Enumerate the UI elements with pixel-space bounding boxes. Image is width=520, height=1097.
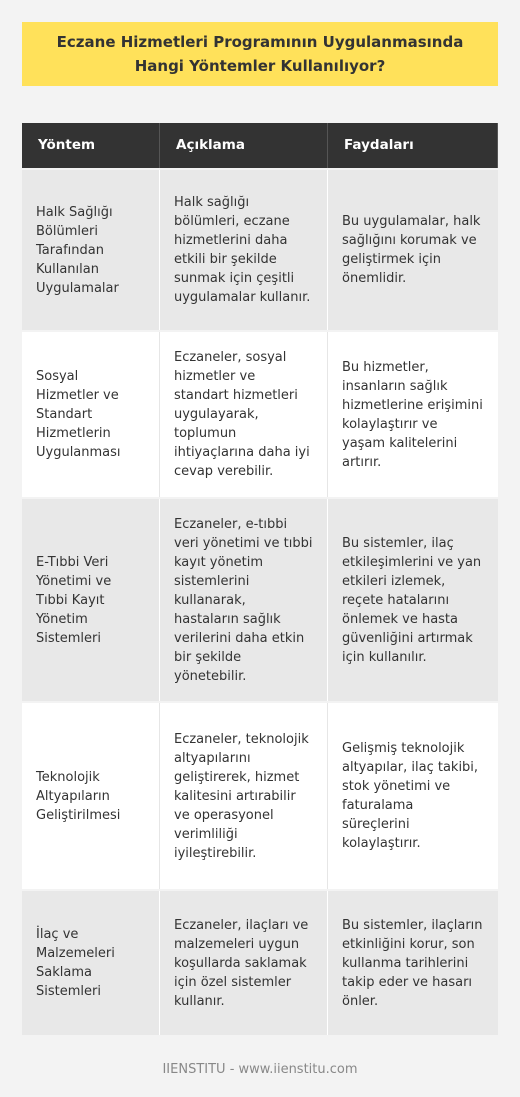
benefits-cell: Bu sistemler, ilaç etkileşimlerini ve yan etkileri izlemek, reçete hatalarını önlemek ve hasta güvenliğini artırmak için kullanılır. xyxy=(328,499,498,701)
benefits-cell: Bu hizmetler, insanların sağlık hizmetlerine erişimini kolaylaştırır ve yaşam kalitelerini artırır. xyxy=(328,332,498,497)
description-cell: Eczaneler, teknolojik altyapılarını geliştirerek, hizmet kalitesini artırabilir ve operasyonel verimliliği iyileştirebilir. xyxy=(160,703,328,889)
methods-table xyxy=(22,123,498,1035)
description-cell: Halk sağlığı bölümleri, eczane hizmetlerini daha etkili bir şekilde sunmak için çeşitli uygulamalar kullanır. xyxy=(160,170,328,330)
description-cell: Eczaneler, ilaçları ve malzemeleri uygun koşullarda saklamak için özel sistemler kullanır. xyxy=(160,891,328,1035)
benefits-cell: Gelişmiş teknolojik altyapılar, ilaç takibi, stok yönetimi ve faturalama süreçlerini kolaylaştırır. xyxy=(328,703,498,889)
footer-credit: IIENSTITU - www.iienstitu.com xyxy=(162,1062,358,1077)
title-banner xyxy=(22,22,498,86)
method-cell: Halk Sağlığı Bölümleri Tarafından Kullanılan Uygulamalar xyxy=(22,170,160,330)
column-header-benefits: Faydaları xyxy=(328,123,498,168)
method-cell: İlaç ve Malzemeleri Saklama Sistemleri xyxy=(22,891,160,1035)
column-header-description: Açıklama xyxy=(160,123,328,168)
page-title: Eczane Hizmetleri Programının Uygulanmasında Hangi Yöntemler Kullanılıyor? xyxy=(56,33,464,75)
benefits-cell: Bu uygulamalar, halk sağlığını korumak ve geliştirmek için önemlidir. xyxy=(328,170,498,330)
method-cell: Sosyal Hizmetler ve Standart Hizmetlerin Uygulanması xyxy=(22,332,160,497)
description-cell: Eczaneler, sosyal hizmetler ve standart hizmetleri uygulayarak, toplumun ihtiyaçlarına daha iyi cevap verebilir. xyxy=(160,332,328,497)
method-cell: E-Tıbbi Veri Yönetimi ve Tıbbi Kayıt Yönetim Sistemleri xyxy=(22,499,160,701)
column-header-method: Yöntem xyxy=(22,123,160,168)
description-cell: Eczaneler, e-tıbbi veri yönetimi ve tıbbi kayıt yönetim sistemlerini kullanarak, hastaların sağlık verilerini daha etkin bir şekilde yönetebilir. xyxy=(160,499,328,701)
method-cell: Teknolojik Altyapıların Geliştirilmesi xyxy=(22,703,160,889)
benefits-cell: Bu sistemler, ilaçların etkinliğini korur, son kullanma tarihlerini takip eder ve hasarı önler. xyxy=(328,891,498,1035)
